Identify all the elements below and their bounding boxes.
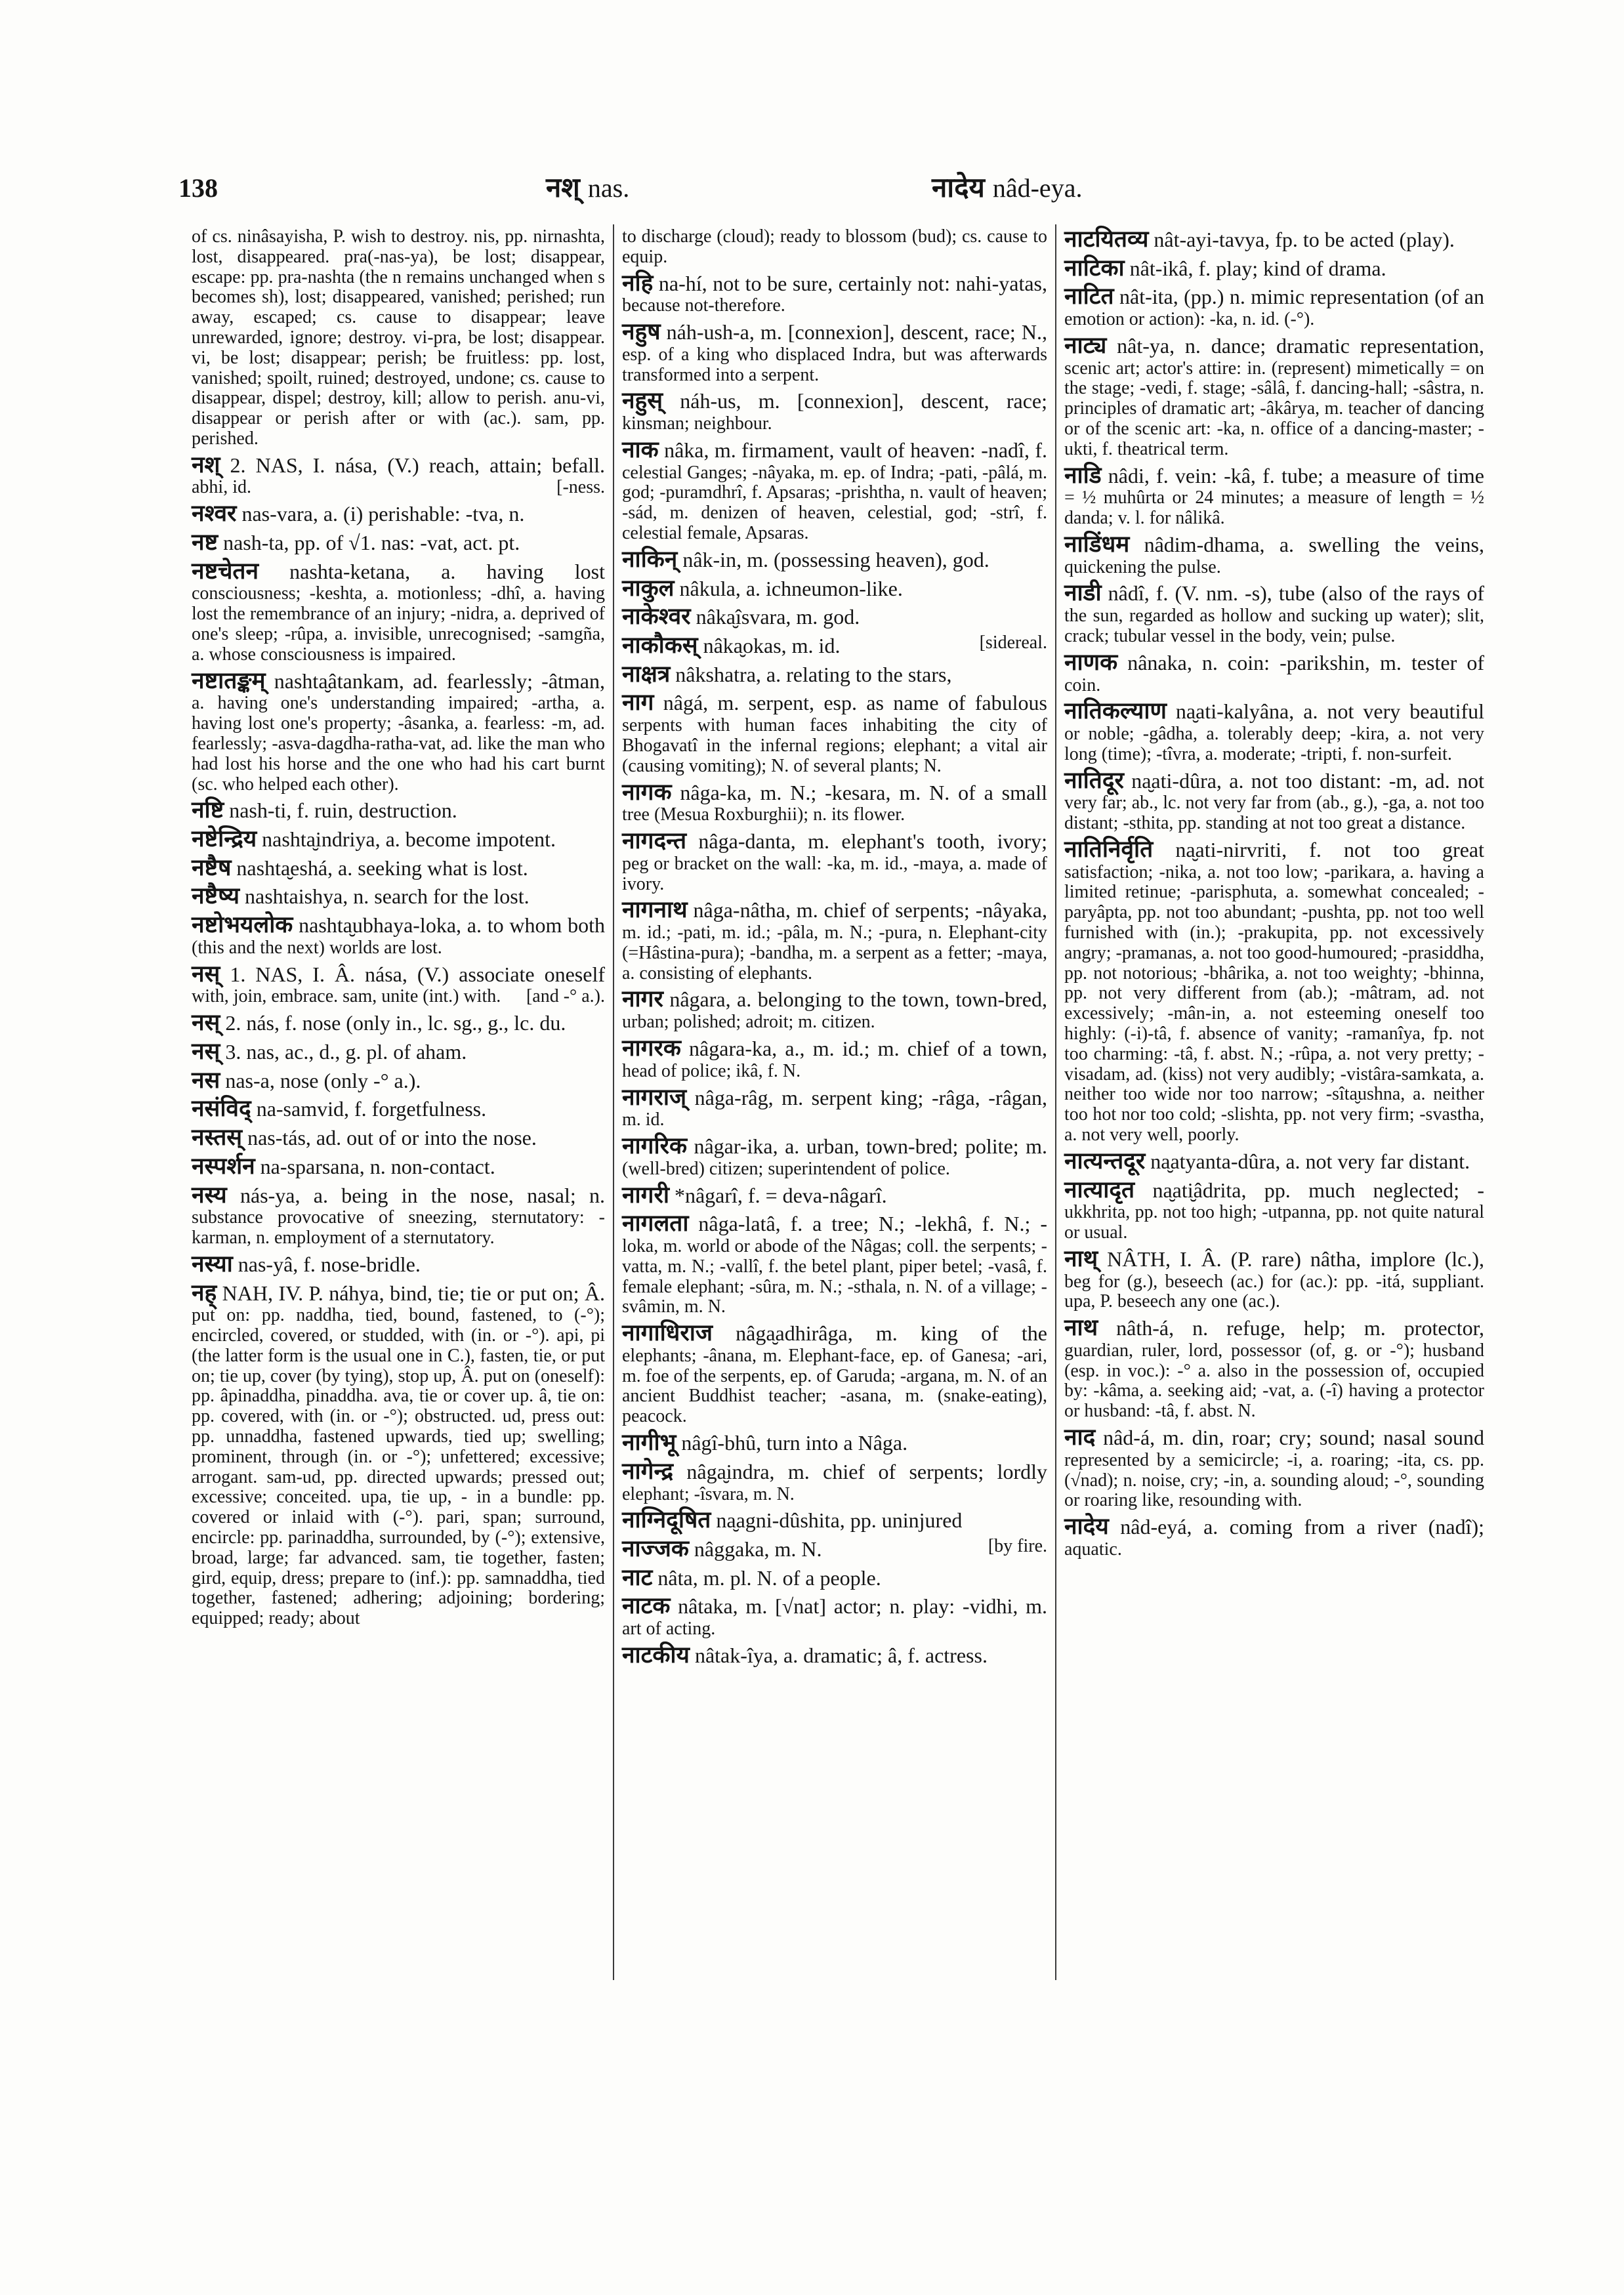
entry-definition: na-sparsana, n. non-contact. [260, 1154, 495, 1178]
entry-definition: nashta̮indriya, a. become impotent. [262, 827, 556, 852]
continued-entry-text [192, 227, 605, 449]
headword-devanagari: नश् [192, 451, 220, 478]
entry-definition: 3. nas, ac., d., g. pl. of aham. [225, 1039, 467, 1064]
headword-devanagari: नष्टेन्द्रिय [192, 826, 257, 852]
entry-definition: na-samvid, f. forgetfulness. [256, 1097, 487, 1121]
headword-devanagari: नाट [622, 1564, 653, 1590]
running-head-first-devanagari: नश् [546, 173, 580, 203]
headword-devanagari: नस्तस् [192, 1125, 243, 1151]
entry-definition: nash-ti, f. ruin, destruction. [229, 798, 457, 823]
headword-devanagari: नागेन्द्र [622, 1458, 674, 1484]
dictionary-entry [1064, 532, 1484, 578]
dictionary-entry [1064, 1425, 1484, 1511]
headword-devanagari: नहुस् [622, 388, 663, 414]
entry-definition: nâdim-dhama, a. swelling the veins, quickening the pulse. [1064, 532, 1485, 577]
headword-devanagari: नाडि [1064, 462, 1102, 488]
headword-devanagari: नागरिक [622, 1133, 687, 1159]
dictionary-entry [1064, 699, 1484, 764]
entry-definition: nâta, m. pl. N. of a people. [657, 1565, 881, 1590]
headword-devanagari: नष्टचेतन [192, 558, 259, 584]
dictionary-entry [622, 1537, 1047, 1562]
entry-definition: nât-ayi-tavya, fp. to be acted (play). [1154, 228, 1455, 251]
runover-fragment: [and -° a.). [526, 986, 605, 1007]
entry-definition: 2. nás, f. nose (only in., lc. sg., g., lc. du. [225, 1011, 566, 1035]
page-number: 138 [178, 173, 218, 203]
entry-definition: nash-ta, pp. of √1. nas: -vat, act. pt. [223, 531, 520, 554]
entry-definition: nâga-râg, m. serpent king; -râga, -râgan, m. id. [622, 1085, 1048, 1130]
running-head-last-word [932, 172, 1082, 205]
entry-definition: nas-a, nose (only -° a.). [225, 1068, 421, 1092]
dictionary-entry [192, 1154, 605, 1180]
dictionary-entry [1064, 768, 1484, 834]
headword-devanagari: नागक [622, 779, 672, 805]
headword-devanagari: नाडी [1064, 580, 1102, 606]
dictionary-entry [622, 633, 1047, 659]
dictionary-entry [1064, 1247, 1484, 1312]
entry-definition: nâka̮îsvara, m. god. [696, 605, 860, 629]
dictionary-entry [192, 962, 605, 1008]
headword-devanagari: नाक्षत्र [622, 661, 671, 687]
headword-devanagari: नसंविद् [192, 1096, 251, 1122]
entry-definition: nas-yâ, f. nose-bridle. [238, 1252, 421, 1276]
entry-definition: nashta̮ubhaya-loka, a. to whom both (this and the next) worlds are lost. [192, 913, 606, 958]
headword-devanagari: नश्वर [192, 501, 237, 527]
running-head-last-devanagari: नादेय [932, 173, 985, 203]
dictionary-entry [192, 559, 605, 665]
dictionary-entry [1064, 581, 1484, 646]
entry-definition: nâggaka, m. N. [694, 1537, 822, 1561]
dictionary-column-left [192, 227, 605, 1632]
entry-definition: 1. NAS, I. Â. nása, (V.) associate oneself with, join, embrace. sam, unite (int.) with. [192, 962, 606, 1007]
headword-devanagari: नागदन्त [622, 828, 687, 854]
headword-devanagari: नागलता [622, 1210, 689, 1237]
headword-devanagari: नाटक [622, 1593, 671, 1619]
entry-definition: nât-ya, n. dance; dramatic representation, scenic art; actor's attire: in. (represent) mimetically = on the stage; -vedi, f. stage; -sâlâ, f. dancing-hall; -sâstra, n. principles of dramatic art; -âkârya, m. teacher of dancing or of the scenic art: -ka, n. office of a dancing-master; -ukti, f. theatrical term. [1064, 333, 1485, 459]
headword-devanagari: नातिनिर्वृति [1064, 836, 1154, 862]
headword-devanagari: नागनाथ [622, 897, 688, 923]
entry-definition: nât-ita, (pp.) n. mimic representation (of an emotion or action): -ka, n. id. (-°). [1064, 285, 1485, 330]
entry-definition: nâgara-ka, a., m. id.; m. chief of a town, head of police; ikâ, f. N. [622, 1037, 1048, 1081]
entry-definition: na̮ati̮âdrita, pp. much neglected; -ukkhrita, pp. not too high; -utpanna, pp. not quite natural or usual. [1064, 1178, 1485, 1243]
entry-definition: nâka̮okas, m. id. [703, 634, 841, 657]
dictionary-entry [622, 1321, 1047, 1427]
dictionary-entry [192, 530, 605, 556]
headword-devanagari: नष्टि [192, 797, 224, 823]
headword-devanagari: नाकेश्वर [622, 604, 691, 630]
headword-devanagari: नष्ट [192, 529, 219, 555]
dictionary-entry [192, 1183, 605, 1249]
entry-definition: nâga̮adhirâga, m. king of the elephants; -ânana, m. Elephant-face, ep. of Ganesa; -ari, m. foe of the serpents, ep. of Garuda; -argana, m. N. of an ancient Buddhist teacher; -asana, m. (snake-eating), peacock. [622, 1321, 1048, 1427]
entry-definition: 2. NAS, I. nása, (V.) reach, attain; befall. abhi, id. [192, 453, 605, 498]
entry-definition: nâtaka, m. [√nat] actor; n. play: -vidhi, m. art of acting. [622, 1594, 1048, 1640]
entry-definition: nâgara, a. belonging to the town, town-bred, urban; polished; adroit; m. citizen. [622, 987, 1048, 1033]
entry-definition: nâkula, a. ichneumon-like. [679, 576, 903, 600]
entry-definition: nâtak-îya, a. dramatic; â, f. actress. [694, 1643, 988, 1667]
entry-definition: nâga-danta, m. elephant's tooth, ivory; peg or bracket on the wall: -ka, m. id., -maya, a. made of ivory. [622, 829, 1047, 894]
dictionary-entry [622, 604, 1047, 630]
headword-devanagari: नाग [622, 690, 654, 716]
headword-devanagari: नागरी [622, 1182, 669, 1208]
dictionary-entry [622, 1085, 1047, 1131]
dictionary-entry [192, 1010, 605, 1036]
headword-devanagari: नाटयितव्य [1064, 226, 1149, 252]
entry-definition: nâd-á, m. din, roar; cry; sound; nasal sound represented by a semicircle; -i, a. roaring; -ita, cs. pp. (√nad); n. noise, cry; -in, a. sounding aloud; -°, sounding or roaring like, resounding with. [1064, 1426, 1484, 1511]
dictionary-entry [622, 898, 1047, 983]
entry-definition: nâdî, f. (V. nm. -s), tube (also of the rays of the sun, regarded as hollow and sucking up water); slit, crack; tubular vessel in the body, vein; pulse. [1064, 581, 1484, 646]
entry-definition: nâgî-bhû, turn into a Nâga. [681, 1431, 908, 1455]
dictionary-entry [622, 1508, 1047, 1533]
entry-definition: nâkshatra, a. relating to the stars, [675, 662, 952, 686]
headword-devanagari: नागर [622, 986, 663, 1012]
dictionary-column-middle [622, 227, 1047, 1672]
headword-devanagari: नातिकल्याण [1064, 698, 1167, 724]
entry-definition: *nâgarî, f. = deva-nâgarî. [674, 1183, 887, 1207]
dictionary-column-right [1064, 227, 1484, 1563]
dictionary-entry [622, 1643, 1047, 1668]
headword-devanagari: नाडिंधम [1064, 531, 1130, 557]
dictionary-entry [192, 453, 605, 499]
dictionary-entry [192, 1039, 605, 1065]
dictionary-entry [192, 798, 605, 823]
headword-devanagari: नाटकीय [622, 1642, 690, 1668]
runover-fragment: [-ness. [556, 477, 605, 498]
dictionary-entry [622, 576, 1047, 602]
entry-definition: nás-ya, a. being in the nose, nasal; n. substance provocative of sneezing, sternutatory: -karman, n. employment of a sternutatory. [192, 1183, 606, 1249]
dictionary-entry [1064, 1149, 1484, 1174]
headword-devanagari: नस् [192, 1010, 220, 1036]
headword-devanagari: नातिदूर [1064, 767, 1124, 793]
headword-devanagari: नाथ् [1064, 1245, 1098, 1272]
entry-definition: na̮ati-kalyâna, a. not very beautiful or noble; -gâdha, a. tolerably deep; -kira, a. not very long (time); -tîvra, a. moderate; -tripti, f. non-surfeit. [1064, 699, 1484, 764]
headword-devanagari: नस्या [192, 1251, 233, 1277]
column-divider [613, 224, 614, 1980]
dictionary-entry [1064, 1315, 1484, 1422]
dictionary-entry [1064, 463, 1484, 529]
headword-devanagari: नस् [192, 961, 220, 987]
dictionary-entry [622, 1211, 1047, 1317]
runover-fragment: [by fire. [988, 1536, 1047, 1557]
dictionary-entry [192, 1096, 605, 1122]
entry-definition: nâd-eyá, a. coming from a river (nadî); aquatic. [1064, 1515, 1485, 1560]
entry-definition: náh-ush-a, m. [connexion], descent, race; N., esp. of a king who displaced Indra, but was afterwards transformed into a serpent. [622, 320, 1048, 385]
entry-definition: na̮ati-dûra, a. not too distant: -m, ad. not very far; ab., lc. not very far from (ab., g.), -ga, a. not too distant; -sthita, pp. standing at not too great a distance. [1064, 768, 1485, 834]
dictionary-entry [1064, 1178, 1484, 1243]
headword-devanagari: नागीभू [622, 1430, 677, 1456]
headword-devanagari: नह् [192, 1279, 217, 1306]
headword-devanagari: नात्यन्तदूर [1064, 1148, 1146, 1174]
entry-definition: nânaka, n. coin: -parikshin, m. tester of coin. [1064, 650, 1485, 695]
entry-definition: nâga̮indra, m. chief of serpents; lordly elephant; -îsvara, m. N. [622, 1459, 1048, 1504]
headword-devanagari: नागराज् [622, 1084, 687, 1110]
running-head-first-roman: nas. [587, 173, 630, 203]
entry-definition: nashtaishya, n. search for the lost. [244, 884, 530, 909]
entry-definition: nâgar-ika, a. urban, town-bred; polite; m. (well-bred) citizen; superintendent of police. [622, 1134, 1047, 1179]
headword-devanagari: नाथ [1064, 1315, 1098, 1341]
entry-definition: nashta-ketana, a. having lost consciousness; -keshta, a. motionless; -dhî, a. having lost the remembrance of an injury; -nidra, a. deprived of one's sleep; -rûpa, a. invisible, unrecognised; -samgña, a. whose consciousness is impaired. [192, 559, 606, 665]
entry-definition: nâga-ka, m. N.; -kesara, m. N. of a small tree (Mesua Roxburghii); n. its flower. [622, 780, 1048, 825]
entry-definition: to discharge (cloud); ready to blossom (bud); cs. cause to equip. [622, 226, 1047, 267]
dictionary-entry [622, 1036, 1047, 1082]
continued-entry-text [622, 227, 1047, 268]
headword-devanagari: नष्टैष्य [192, 883, 239, 909]
entry-definition: nâth-á, n. refuge, help; m. protector, guardian, ruler, lord, possessor (of, g. or -°); husband (esp. in voc.): -° a. also in the possession of, occupied by: -kâma, a. seeking aid; -vat, a. (-î) having a protector or husband: -tâ, f. abst. N. [1064, 1316, 1484, 1422]
headword-devanagari: नष्टोभयलोक [192, 912, 293, 938]
runover-fragment: [sidereal. [979, 632, 1047, 653]
headword-devanagari: नष्टैष [192, 854, 232, 880]
entry-definition: nâga-nâtha, m. chief of serpents; -nâyaka, m. id.; -pati, m. id.; -pâla, m. N.; -pura, n. Elephant-city (=Hâstina-pura); -bandha, m. a serpent as a fetter; -maya, a. consisting of elephants. [622, 898, 1047, 983]
headword-devanagari: नहुष [622, 319, 661, 345]
dictionary-entry [192, 1252, 605, 1277]
headword-devanagari: नाकिन् [622, 546, 678, 572]
dictionary-entry [622, 987, 1047, 1033]
entry-definition: of cs. ninâsayisha, P. wish to destroy. nis, pp. nirnashta, lost, disappeared. pra(-nas-ya), be lost; disappear, escape: pp. pra-nashta (the n remains unchanged when s becomes sh), lost; disappeared, vanished; perished; run away, escaped; cs. cause to disappear; leave unrewarded, ignore; destroy. vi-pra, be lost; disappear. vi, be lost; disappear; perish; be fruitless: pp. lost, vanished; spoilt, ruined; destroyed, undone; cs. cause to disappear, dispel; destroy, kill; allow to perish. anu-vi, disappear or perish after or with (ac.). sam, pp. perished. [192, 226, 605, 449]
dictionary-entry [622, 388, 1047, 434]
entry-definition: nas-vara, a. (i) perishable: -tva, n. [241, 502, 525, 526]
running-head-first-word [546, 172, 629, 205]
entry-definition: nât-ikâ, f. play; kind of drama. [1129, 256, 1386, 280]
entry-definition: nâgá, m. serpent, esp. as name of fabulous serpents with human faces inhabiting the city of Bhogavatî in the infernal regions; elephant; a vital air (causing vomiting); N. of several plants; N. [622, 691, 1048, 776]
running-head-last-roman: nâd-eya. [992, 173, 1083, 203]
dictionary-entry [192, 1281, 605, 1629]
dictionary-entry [192, 669, 605, 795]
headword-devanagari: नाटिका [1064, 255, 1125, 281]
dictionary-entry [622, 829, 1047, 894]
dictionary-entry [192, 884, 605, 909]
headword-devanagari: नाकुल [622, 575, 675, 601]
dictionary-entry [1064, 837, 1484, 1146]
dictionary-entry [1064, 333, 1484, 460]
headword-devanagari: नष्टातङ्कम् [192, 667, 266, 693]
entry-definition: na̮agni-dûshita, pp. uninjured [716, 1508, 963, 1533]
headword-devanagari: नाकौकस् [622, 632, 698, 658]
headword-devanagari: नाद [1064, 1424, 1096, 1451]
headword-devanagari: नाटित [1064, 283, 1114, 310]
dictionary-entry [622, 1134, 1047, 1180]
dictionary-entry [622, 438, 1047, 544]
entry-definition: NAH, IV. P. náhya, bind, tie; tie or put on; Â. put on: pp. naddha, tied, bound, fastened, to (-°); encircled, covered, or studded, with (in. or -°). api, pi (the latter form is the usual one in C.), fasten, tie, or put on; tie up, cover (by tying), stop up, Â. put on (oneself): pp. âpinaddha, pinaddha. ava, tie or cover up. â, tie on: pp. covered, with (in. or -°); obstructed. ud, press out: pp. unnaddha, fastened upwards, tied up; swelling; prominent, through (in. or -°); unfettered; excessive; arrogant. sam-ud, pp. directed upwards; pressed out; excessive; conceited. upa, tie up, - in a bundle: pp. covered or inlaid with (-°). pari, span; surround, encircle: pp. parinaddha, surrounded, by (-°); extensive, broad, large; far advanced. sam, tie together, fasten; gird, equip, dress; prepare to (inf.): pp. samnaddha, tied together, fastened; adhering; adjoining; bordering; equipped; ready; about [192, 1281, 606, 1629]
dictionary-entry [1064, 256, 1484, 281]
dictionary-entry [622, 1565, 1047, 1591]
dictionary-entry [622, 1459, 1047, 1505]
dictionary-entry [622, 1430, 1047, 1456]
dictionary-entry [1064, 1514, 1484, 1560]
dictionary-entry [1064, 650, 1484, 696]
dictionary-entry [622, 320, 1047, 385]
headword-devanagari: नस्य [192, 1182, 227, 1208]
dictionary-entry [192, 1068, 605, 1094]
entry-definition: nashta̮eshá, a. seeking what is lost. [236, 856, 528, 880]
entry-definition: nashta̮âtankam, ad. fearlessly; -âtman, a. having one's understanding impaired; -artha, a. having lost one's property; -âsanka, a. fearless: -m, ad. fearlessly; -asva-dagdha-ratha-vat, ad. like the man who had lost his horse and the one who had his cart burnt (sc. who helped each other). [192, 669, 606, 795]
dictionary-entry [622, 1183, 1047, 1209]
dictionary-entry [192, 1125, 605, 1151]
entry-definition: na-hí, not to be sure, certainly not: nahi-yatas, because not-therefore. [622, 271, 1048, 316]
entry-definition: nâga-latâ, f. a tree; N.; -lekhâ, f. N.; -loka, m. world or abode of the Nâgas; coll. the serpents; -vatta, m. N.; -vallî, f. the betel plant, piper betel; -vasâ, f. female elephant; -sûra, m. N.; -sthala, n. N. of a village; -svâmin, m. N. [622, 1212, 1047, 1317]
headword-devanagari: नाट्य [1064, 332, 1107, 358]
dictionary-entry [622, 662, 1047, 688]
entry-definition: NÂTH, I. Â. (P. rare) nâtha, implore (lc.), beg for (g.), beseech (ac.) for (ac.): pp. -itá, suppliant. upa, P. beseech any one (ac.). [1064, 1247, 1485, 1312]
dictionary-entry [192, 913, 605, 959]
dictionary-entry [622, 690, 1047, 776]
dictionary-entry [622, 780, 1047, 826]
entry-definition: nâk-in, m. (possessing heaven), god. [682, 547, 989, 571]
headword-devanagari: नागरक [622, 1035, 681, 1061]
column-divider [1055, 224, 1056, 1980]
entry-definition: nas-tás, ad. out of or into the nose. [247, 1126, 537, 1150]
headword-devanagari: नाज्जक [622, 1536, 689, 1562]
headword-devanagari: नादेय [1064, 1514, 1109, 1540]
headword-devanagari: नाक [622, 436, 659, 463]
headword-devanagari: नहि [622, 270, 654, 296]
dictionary-entry [1064, 227, 1484, 253]
dictionary-entry [1064, 284, 1484, 330]
entry-definition: na̮atyanta-dûra, a. not very far distant. [1150, 1149, 1470, 1173]
dictionary-entry [622, 271, 1047, 317]
dictionary-entry [622, 1594, 1047, 1640]
headword-devanagari: नाणक [1064, 649, 1118, 675]
dictionary-entry [192, 501, 605, 527]
headword-devanagari: नागाधिराज [622, 1320, 713, 1346]
headword-devanagari: नाग्निदूषित [622, 1507, 711, 1533]
dictionary-entry [192, 827, 605, 852]
headword-devanagari: नस [192, 1067, 220, 1093]
dictionary-entry [622, 547, 1047, 573]
headword-devanagari: नस्पर्शन [192, 1153, 255, 1179]
headword-devanagari: नस् [192, 1038, 220, 1064]
dictionary-entry [192, 856, 605, 881]
entry-definition: nâdi, f. vein: -kâ, f. tube; a measure of time = ½ muhûrta or 24 minutes; a measure of length = ½ danda; v. l. for nâlikâ. [1064, 463, 1485, 529]
entry-definition: na̮ati-nirvriti, f. not too great satisfaction; -nika, a. not too low; -parikara, a. having a limited retinue; -parisphuta, a. somewhat concealed; -paryâpta, pp. not too abundant; -pushta, pp. not too well furnished with (in.); -prakupita, pp. not excessively angry; -pramanas, a. not too good-humoured; -prasiddha, pp. not notorious; -bhârika, a. not too weighty; -bhinna, pp. not very different from (ab.); -mâtram, ad. not excessively; -mân-in, a. not esteeming oneself too highly: (-i)-tâ, f. absence of vanity; -ramanîya, fp. not too charming: -tâ, f. abst. N.; -rûpa, a. not very pretty; -visadam, ad. (kiss) not very audibly; -vistâra-samkata, a. neither too wide nor too narrow; -sîta̮ushna, a. neither too hot nor too cold; -slishta, pp. not very firm; -svastha, a. not very well, poorly. [1064, 837, 1485, 1146]
headword-devanagari: नात्यादृत [1064, 1176, 1135, 1203]
entry-definition: nâka, m. firmament, vault of heaven: -nadî, f. celestial Ganges; -nâyaka, m. ep. of Indra; -pati, -pâlá, m. god; -puramdhrî, f. Apsaras; -prishtha, n. vault of heaven; -sád, m. denizen of heaven, celestial, god; -strî, f. celestial female, Apsaras. [622, 438, 1048, 544]
entry-definition: náh-us, m. [connexion], descent, race; kinsman; neighbour. [622, 389, 1048, 434]
